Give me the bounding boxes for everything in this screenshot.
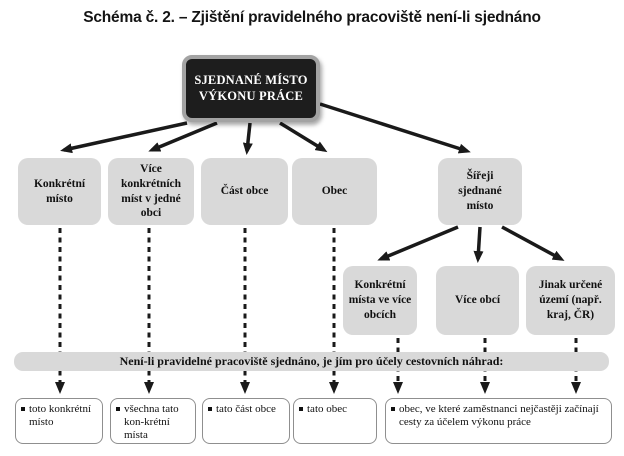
node-vice-obci: Více obcí — [436, 266, 519, 335]
result-tato-obec — [293, 398, 377, 444]
node-konkretni-misto: Konkrétní místo — [18, 158, 101, 225]
arrow-root-to-cast-obce — [247, 123, 250, 151]
node-sjednane-misto-vykonu-prace: SJEDNANÉ MÍSTO VÝKONU PRÁCE — [182, 55, 320, 122]
bullet-square-icon — [391, 407, 395, 411]
arrow-root-to-obec — [280, 123, 324, 150]
result-toto-konkretni-misto — [15, 398, 103, 444]
result-obec-nejcastejsi-zacatek-cest — [385, 398, 612, 444]
result-label: toto konkrétní místo — [29, 403, 92, 429]
bullet-square-icon — [208, 407, 212, 411]
node-obec: Obec — [292, 158, 377, 225]
node-cast-obce: Část obce — [201, 158, 288, 225]
node-sireji-sjednane-misto: Šířeji sjednané místo — [438, 158, 522, 225]
result-label: tato část obce — [216, 403, 276, 415]
result-label: tato obec — [307, 403, 348, 415]
result-label: všechna tato kon-krétní místa — [124, 403, 179, 442]
bullet-square-icon — [116, 407, 120, 411]
condition-bar-label: Není-li pravidelné pracoviště sjednáno, je jím pro účely cestovních náhrad: — [119, 354, 504, 368]
node-jinak-urcene-uzemi: Jinak určené území (např. kraj, ČR) — [526, 266, 615, 335]
result-label: obec, ve které zaměstnanci nejčastěji začínají cesty za účelem výkonu práce — [399, 403, 599, 429]
arrow-sireji-to-jinak-urcene — [502, 227, 561, 259]
bullet-square-icon — [21, 407, 25, 411]
node-konkretni-mista-ve-vice-obcich: Konkrétní místa ve více obcích — [343, 266, 417, 335]
condition-bar — [14, 352, 609, 371]
bullet-square-icon — [299, 407, 303, 411]
result-vsechna-tato-konkretni-mista — [110, 398, 196, 444]
arrow-sireji-to-mista-vice-obcich — [381, 227, 458, 259]
node-vice-konkretnich-mist: Více konkrétních míst v jedné obci — [108, 158, 194, 225]
arrow-root-to-konkretni-misto — [64, 123, 187, 150]
arrow-sireji-to-vice-obci — [478, 227, 480, 259]
result-tato-cast-obce — [202, 398, 290, 444]
arrow-root-to-sireji — [320, 104, 467, 151]
diagram-title: Schéma č. 2. – Zjištění pravidelného pracoviště není-li sjednáno — [83, 9, 541, 26]
